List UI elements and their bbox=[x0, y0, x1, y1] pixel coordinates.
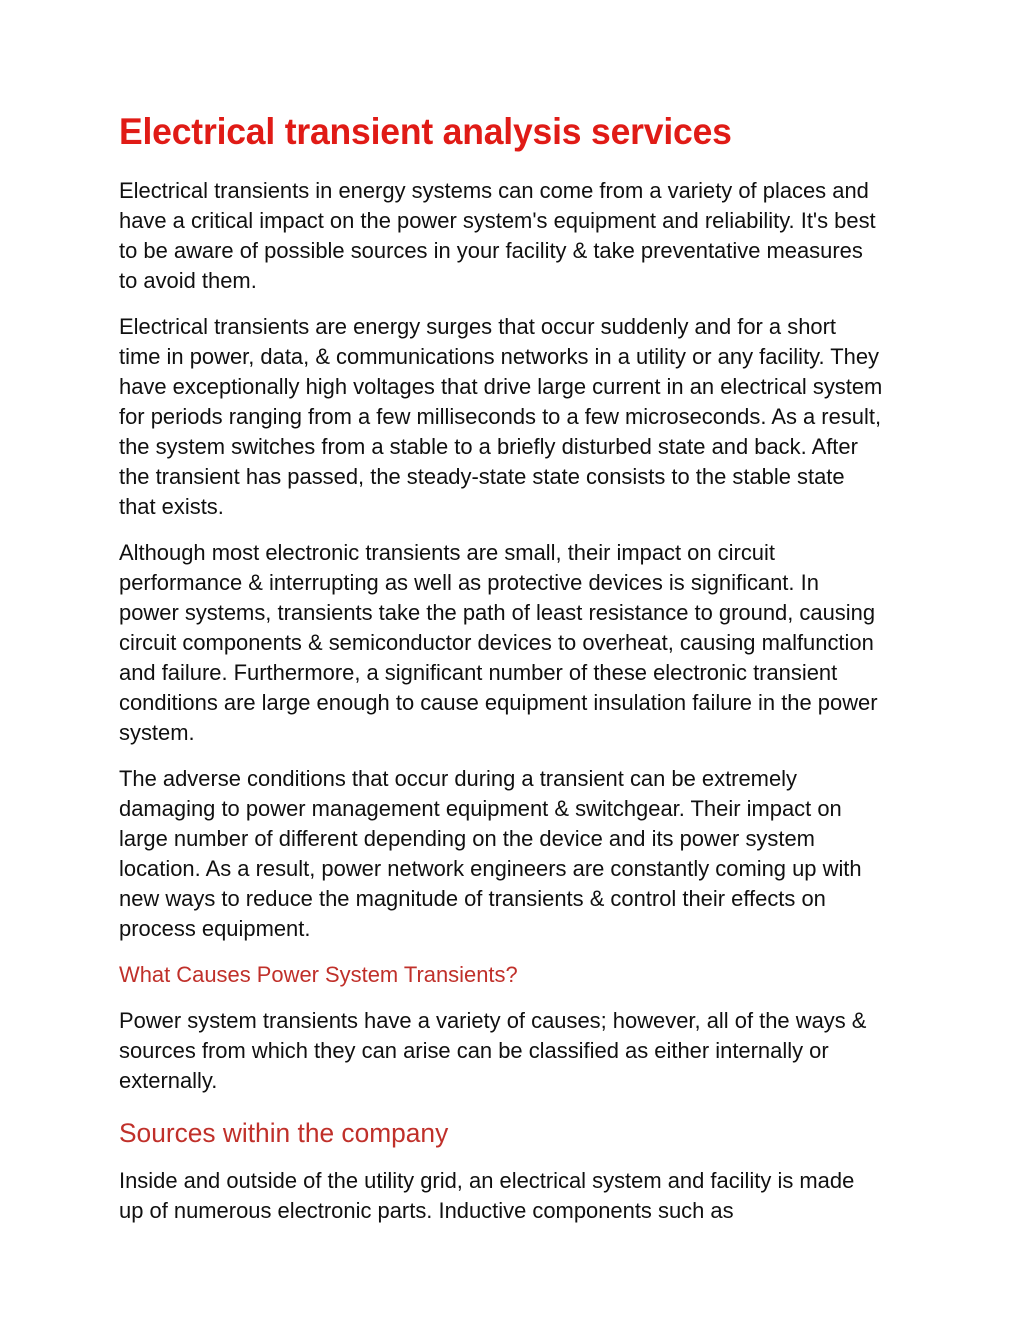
page-title: Electrical transient analysis services bbox=[119, 111, 732, 152]
paragraph-causes-body: Power system transients have a variety of causes; however, all of the ways & sources from which they can arise can be classified as either internally or externally. bbox=[119, 1008, 867, 1093]
paragraph-adverse-conditions: The adverse conditions that occur during a transient can be extremely damaging to power management equipment & switchgear. Their impact on large number of different depending on the device and its power system location. As a result, power network engineers are constantly coming up with new ways to reduce the magnitude of transients & control their effects on process equipment. bbox=[119, 766, 862, 941]
section-heading-sources-within: Sources within the company bbox=[119, 1118, 449, 1148]
paragraph-impact: Although most electronic transients are small, their impact on circuit performance & interrupting as well as protective devices is significant. In power systems, transients take the path of least resistance to ground, causing circuit components & semiconductor devices to overheat, causing malfunction and failure. Furthermore, a significant number of these electronic transient conditions are large enough to cause equipment insulation failure in the power system. bbox=[119, 540, 878, 745]
paragraph-intro: Electrical transients in energy systems can come from a variety of places and have a critical impact on the power system's equipment and reliability. It's best to be aware of possible sources in your facility & take preventative measures to avoid them. bbox=[119, 178, 876, 293]
paragraph-sources-body: Inside and outside of the utility grid, an electrical system and facility is made up of numerous electronic parts. Inductive components such as bbox=[119, 1168, 855, 1223]
paragraph-definition: Electrical transients are energy surges that occur suddenly and for a short time in power, data, & communications networks in a utility or any facility. They have exceptionally high voltages that drive large current in an electrical system for periods ranging from a few milliseconds to a few microseconds. As a result, the system switches from a stable to a briefly disturbed state and back. After the transient has passed, the steady-state state consists to the stable state that exists. bbox=[119, 314, 883, 519]
document-content bbox=[119, 110, 903, 1226]
section-heading-what-causes: What Causes Power System Transients? bbox=[119, 962, 518, 987]
